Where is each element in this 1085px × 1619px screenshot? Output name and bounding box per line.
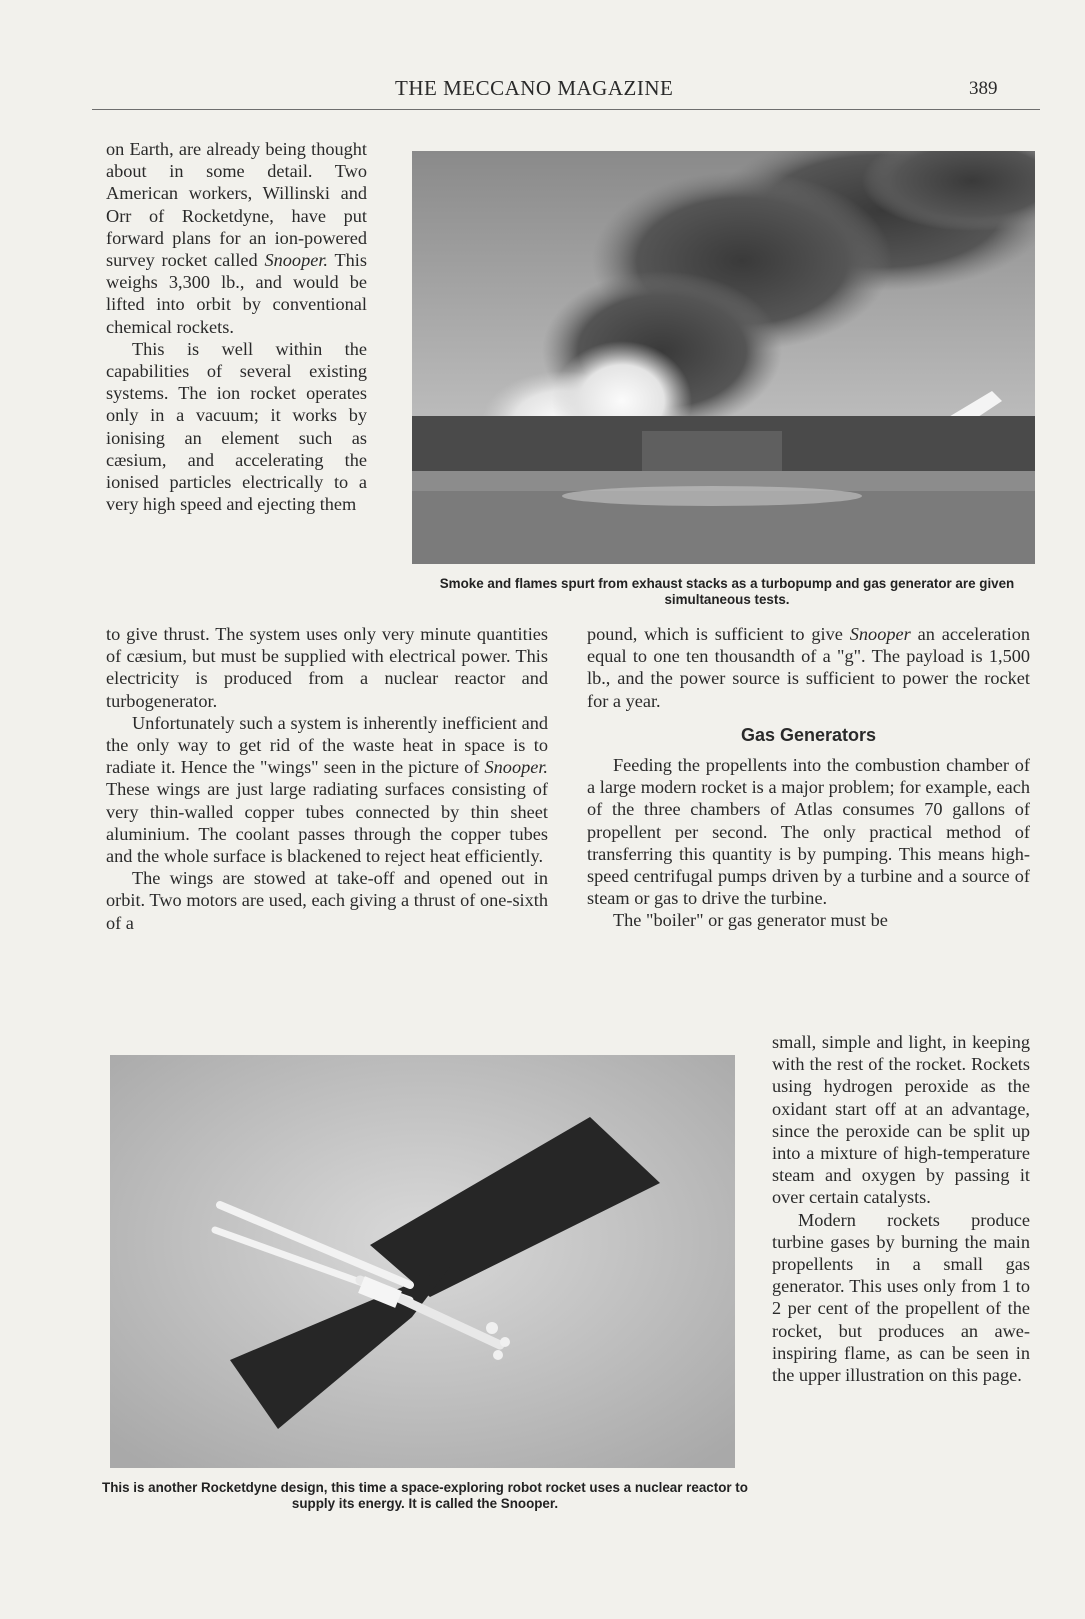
subheading: Gas Generators <box>740 724 877 745</box>
paragraph: Feeding the propellents into the combustion chamber of a large modern rocket is a major problem; for example, each of the three chambers of Atlas consumes 70 gallons of propellent per second. The only practical method of transferring this quantity is by pumping. This means high-speed centrifugal pumps driven by a turbine and a source of steam or gas to drive the turbine. <box>587 755 1030 909</box>
paragraph: This is well within the capabilities of several existing systems. The ion rocket operates only in a vacuum; it works by ionising an element such as cæsium, and accelerating the ionised particles electrically to a very high speed and ejecting them <box>106 338 367 515</box>
paragraph: The "boiler" or gas generator must be <box>613 910 888 931</box>
left-column-top <box>106 138 367 515</box>
running-header: THE MECCANO MAGAZINE <box>395 76 674 100</box>
top-figure-caption: Smoke and flames spurt from exhaust stacks as a turbopump and gas generator are given simultaneous tests. <box>439 576 1015 607</box>
bottom-figure-caption: This is another Rocketdyne design, this time a space-exploring robot rocket uses a nuclear reactor to supply its energy. It is called the Snooper. <box>102 1480 748 1511</box>
paragraph: pound, which is sufficient to give Snooper an acceleration equal to one ten thousandth of a "g". The payload is 1,500 lb., and the power source is sufficient to power the rocket for a year. <box>587 624 1030 711</box>
photo-snooper-rocket-model <box>110 1055 735 1468</box>
right-column <box>587 623 1030 932</box>
paragraph: to give thrust. The system uses only very minute quantities of cæsium, but must be supplied with electrical power. This electricity is produced from a nuclear reactor and turbogenerator. <box>106 624 548 711</box>
left-column-body <box>106 623 548 934</box>
paragraph: Modern rockets produce turbine gases by burning the main propellents in a small gas generator. This uses only from 1 to 2 per cent of the propellent of the rocket, but produces an awe-inspiring flame, as can be seen in the upper illustration on this page. <box>772 1209 1030 1386</box>
paragraph: on Earth, are already being thought about in some detail. Two American workers, Willinski and Orr of Rocketdyne, have put forward plans for an ion-powered survey rocket called Snooper. This weighs 3,300 lb., and would be lifted into orbit by conventional chemical rockets. <box>106 139 367 337</box>
paragraph: The wings are stowed at take-off and opened out in orbit. Two motors are used, each giving a thrust of one-sixth of a <box>106 868 548 933</box>
paragraph: Unfortunately such a system is inherently inefficient and the only way to get rid of the waste heat in space is to radiate it. Hence the "wings" seen in the picture of Snooper. These wings are just large radiating surfaces consisting of very thin-walled copper tubes connected by thin sheet aluminium. The coolant passes through the copper tubes and the whole surface is blackened to reject heat efficiently. <box>106 712 548 867</box>
photo-exhaust-stacks-test <box>412 151 1035 564</box>
page-number: 389 <box>969 78 998 99</box>
header-rule <box>92 109 1040 110</box>
right-column-bottom <box>772 1031 1030 1386</box>
paragraph: small, simple and light, in keeping with the rest of the rocket. Rockets using hydrogen peroxide as the oxidant start off at an advantage, since the peroxide can be split up into a mixture of high-temperature steam and oxygen by passing it over certain catalysts. <box>772 1032 1030 1208</box>
